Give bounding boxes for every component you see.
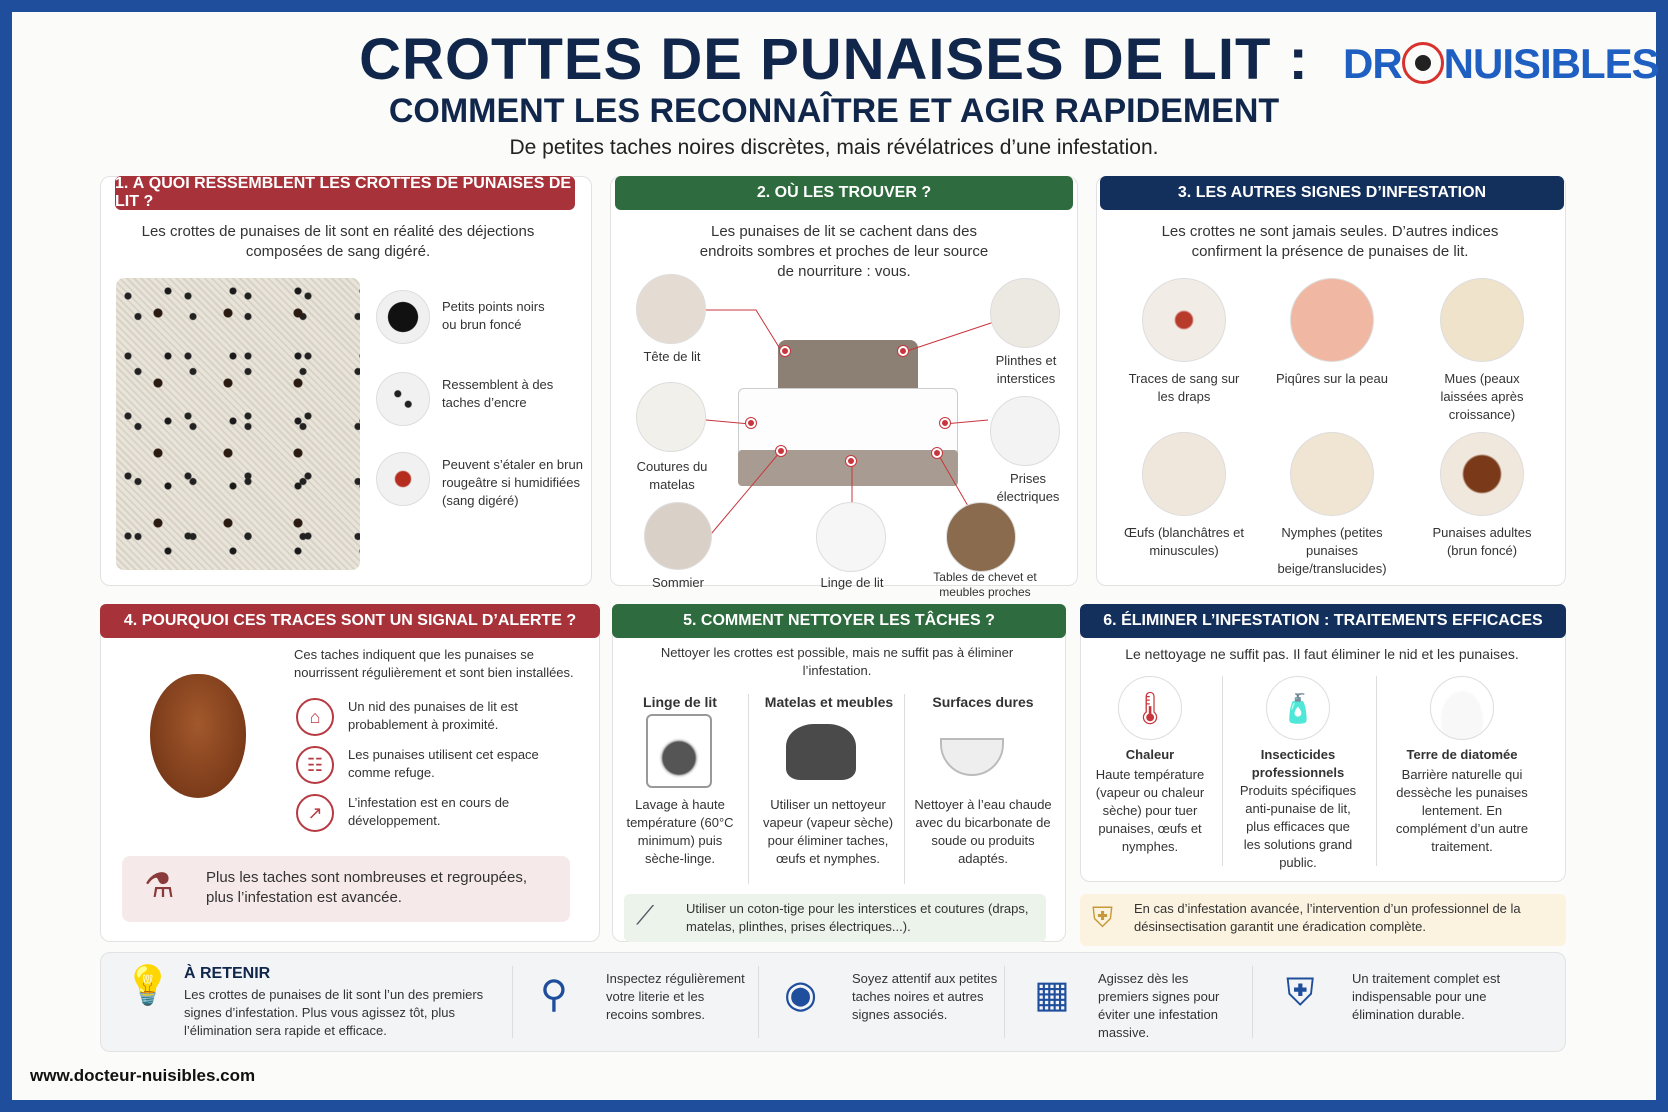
bug-target-icon (1402, 42, 1444, 84)
s5-col2-text: Utiliser un nettoyeur vapeur (vapeur sèche) pour éliminer taches, œufs et nymphes. (762, 797, 894, 866)
thermometer-icon: 🌡 (1118, 676, 1182, 740)
marker-mattress-right (940, 418, 950, 428)
label-headboard: Tête de lit (643, 349, 701, 364)
nymphs-thumb (1290, 432, 1374, 516)
nightstand-thumb (946, 502, 1016, 572)
red-smear-icon (376, 452, 430, 506)
section-3-title: 3. LES AUTRES SIGNES D’INFESTATION (1100, 176, 1564, 210)
label-bed-linen: Linge de lit (820, 575, 884, 590)
s6-col3-text: Barrière naturelle qui dessèche les punaises lentement. En complément d’un autre traitement. (1395, 767, 1529, 854)
section-6-intro: Le nettoyage ne suffit pas. Il faut éliminer le nid et les punaises. (1125, 646, 1519, 662)
site-url[interactable]: www.docteur-nuisibles.com (30, 1066, 256, 1085)
marker-wall (898, 346, 908, 356)
marker-box-center (846, 456, 856, 466)
shield-check-icon: ⛨ (1286, 972, 1315, 1014)
bed-illustration (738, 340, 958, 500)
page-tagline: De petites taches noires discrètes, mais révélatrices d’une infestation. (509, 136, 1159, 159)
marker-headboard (780, 346, 790, 356)
s4-item-1: Un nid des punaises de lit est probablement à proximité. (348, 699, 518, 732)
section-4-note: Plus les taches sont nombreuses et regroupées, plus l’infestation est avancée. (206, 869, 528, 906)
retenir-text: Les crottes de punaises de lit sont l’un des premiers signes d’infestation. Plus vous agissez tôt, plus l’élimination sera rapide et efficace. (184, 987, 484, 1038)
retenir-title: À RETENIR (184, 965, 271, 982)
eggs-thumb (1142, 432, 1226, 516)
label-nightstand: Tables de chevet et meubles proches (933, 570, 1037, 599)
baseboard-thumb (990, 278, 1060, 348)
box-spring-thumb (644, 502, 712, 570)
divider (748, 694, 749, 884)
cotton-swab-icon: ⟋ (636, 900, 655, 930)
s1-item-1: Petits points noirs ou brun foncé (442, 299, 545, 332)
home-icon: ⌂ (296, 698, 334, 736)
s4-item-2: Les punaises utilisent cet espace comme refuge. (348, 747, 539, 780)
tip-treat: Un traitement complet est indispensable pour une élimination durable. (1352, 971, 1501, 1022)
logo-right-text: NUISIBLES (1443, 40, 1659, 87)
divider (512, 966, 513, 1038)
section-1-title: 1. À QUOI RESSEMBLENT LES CROTTES DE PUNAISES DE LIT ? (115, 176, 575, 210)
s5-col1-text: Lavage à haute température (60°C minimum) puis sèche-linge. (626, 797, 734, 866)
calendar-icon: ▦ (1034, 974, 1070, 1016)
droppings-photo (116, 278, 360, 570)
s1-item-3: Peuvent s’étaler en brun rougeâtre si humidifiées (sang digéré) (442, 457, 583, 508)
section-2-title: 2. OÙ LES TROUVER ? (615, 176, 1073, 210)
vacuum-icon (786, 724, 856, 780)
section-5-intro: Nettoyer les crottes est possible, mais ne suffit pas à éliminer l’infestation. (660, 645, 1014, 678)
skin-bite-thumb (1290, 278, 1374, 362)
s5-col2-heading: Matelas et meubles (764, 694, 894, 710)
bed-bug-illustration (150, 674, 246, 798)
blood-stain-thumb (1142, 278, 1226, 362)
logo-left-text: DR (1343, 40, 1402, 87)
s3-item-2: Piqûres sur la peau (1275, 371, 1388, 386)
s5-col3-heading: Surfaces dures (932, 694, 1034, 710)
divider (1376, 676, 1377, 866)
s3-item-6: Punaises adultes (brun foncé) (1432, 525, 1532, 558)
s4-item-3: L’infestation est en cours de développement. (348, 795, 510, 828)
black-dots-icon (376, 290, 430, 344)
s6-col1-text: Haute température (vapeur ou chaleur sèche) pour tuer punaises, œufs et nymphes. (1095, 767, 1205, 854)
spray-bottle-icon: 🧴 (1266, 676, 1330, 740)
label-mattress-seams: Coutures du matelas (636, 459, 708, 492)
section-2-intro: Les punaises de lit se cachent dans des endroits sombres et proches de leur source de nourriture : vous. (699, 223, 989, 280)
section-4-title: 4. POURQUOI CES TRACES SONT UN SIGNAL D’ALERTE ? (100, 604, 600, 638)
marker-box-left (776, 446, 786, 456)
ink-stain-icon (376, 372, 430, 426)
shield-icon: ⛨ (1092, 902, 1114, 933)
s3-item-3: Mues (peaux laissées après croissance) (1440, 371, 1524, 422)
s5-tip: Utiliser un coton-tige pour les interstices et coutures (draps, matelas, plinthes, prises électriques...). (686, 901, 1029, 934)
adult-bug-thumb (1440, 432, 1524, 516)
magnifier-icon: ⚲ (540, 974, 568, 1016)
section-3-intro: Les crottes ne sont jamais seules. D’autres indices confirment la présence de punaises de lit. (1161, 223, 1499, 260)
s1-item-2: Ressemblent à des taches d’encre (442, 377, 554, 410)
section-6-title: 6. ÉLIMINER L’INFESTATION : TRAITEMENTS EFFICACES (1080, 604, 1566, 638)
s6-note: En cas d’infestation avancée, l’intervention d’un professionnel de la désinsectisation garantit une éradication complète. (1134, 901, 1521, 934)
group-icon: ☷ (296, 746, 334, 784)
s5-col1-heading: Linge de lit (643, 694, 717, 710)
divider (758, 966, 759, 1038)
divider (904, 694, 905, 884)
powder-pile-icon (1430, 676, 1494, 740)
label-box-spring: Sommier (651, 575, 704, 590)
eye-icon: ◉ (784, 974, 818, 1016)
headboard-thumb (636, 274, 706, 344)
lightbulb-icon: 💡 (124, 965, 172, 1007)
microscope-icon: ⚗ (144, 867, 175, 905)
s6-col2-text: Produits spécifiques anti-punaise de lit, plus efficaces que les solutions grand public. (1239, 783, 1357, 870)
page-subtitle-main: COMMENT LES RECONNAÎTRE ET AGIR RAPIDEMENT (388, 92, 1280, 130)
section-4-intro: Ces taches indiquent que les punaises se nourrissent régulièrement et sont bien installées. (294, 647, 574, 680)
s6-col3-heading: Terre de diatomée (1406, 747, 1518, 762)
washing-machine-icon (646, 714, 712, 788)
mattress-seam-thumb (636, 382, 706, 452)
section-5-title: 5. COMMENT NETTOYER LES TÂCHES ? (612, 604, 1066, 638)
label-outlets: Prises électriques (996, 471, 1060, 504)
page-title: CROTTES DE PUNAISES DE LIT : (359, 27, 1309, 92)
s6-col1-heading: Chaleur (1125, 747, 1175, 762)
divider (1222, 676, 1223, 866)
tip-inspect: Inspectez régulièrement votre literie et les recoins sombres. (606, 971, 745, 1022)
marker-mattress-left (746, 418, 756, 428)
label-baseboards: Plinthes et interstices (995, 353, 1057, 386)
marker-box-right (932, 448, 942, 458)
divider (1004, 966, 1005, 1038)
brand-logo[interactable] (1343, 40, 1659, 88)
trend-up-icon: ↗ (296, 794, 334, 832)
section-1-intro: Les crottes de punaises de lit sont en réalité des déjections composées de sang digéré. (141, 223, 535, 260)
s3-item-4: Œufs (blanchâtres et minuscules) (1124, 525, 1244, 558)
s3-item-1: Traces de sang sur les draps (1128, 371, 1240, 404)
tip-watch: Soyez attentif aux petites taches noires et autres signes associés. (852, 971, 998, 1022)
s6-col2-heading: Insecticides professionnels (1251, 747, 1345, 780)
molt-thumb (1440, 278, 1524, 362)
s3-item-5: Nymphes (petites punaises beige/translucides) (1277, 525, 1387, 576)
divider (1252, 966, 1253, 1038)
s5-col3-text: Nettoyer à l’eau chaude avec du bicarbonate de soude ou produits adaptés. (914, 797, 1052, 866)
tip-act: Agissez dès les premiers signes pour éviter une infestation massive. (1098, 971, 1220, 1040)
linen-thumb (816, 502, 886, 572)
outlet-thumb (990, 396, 1060, 466)
